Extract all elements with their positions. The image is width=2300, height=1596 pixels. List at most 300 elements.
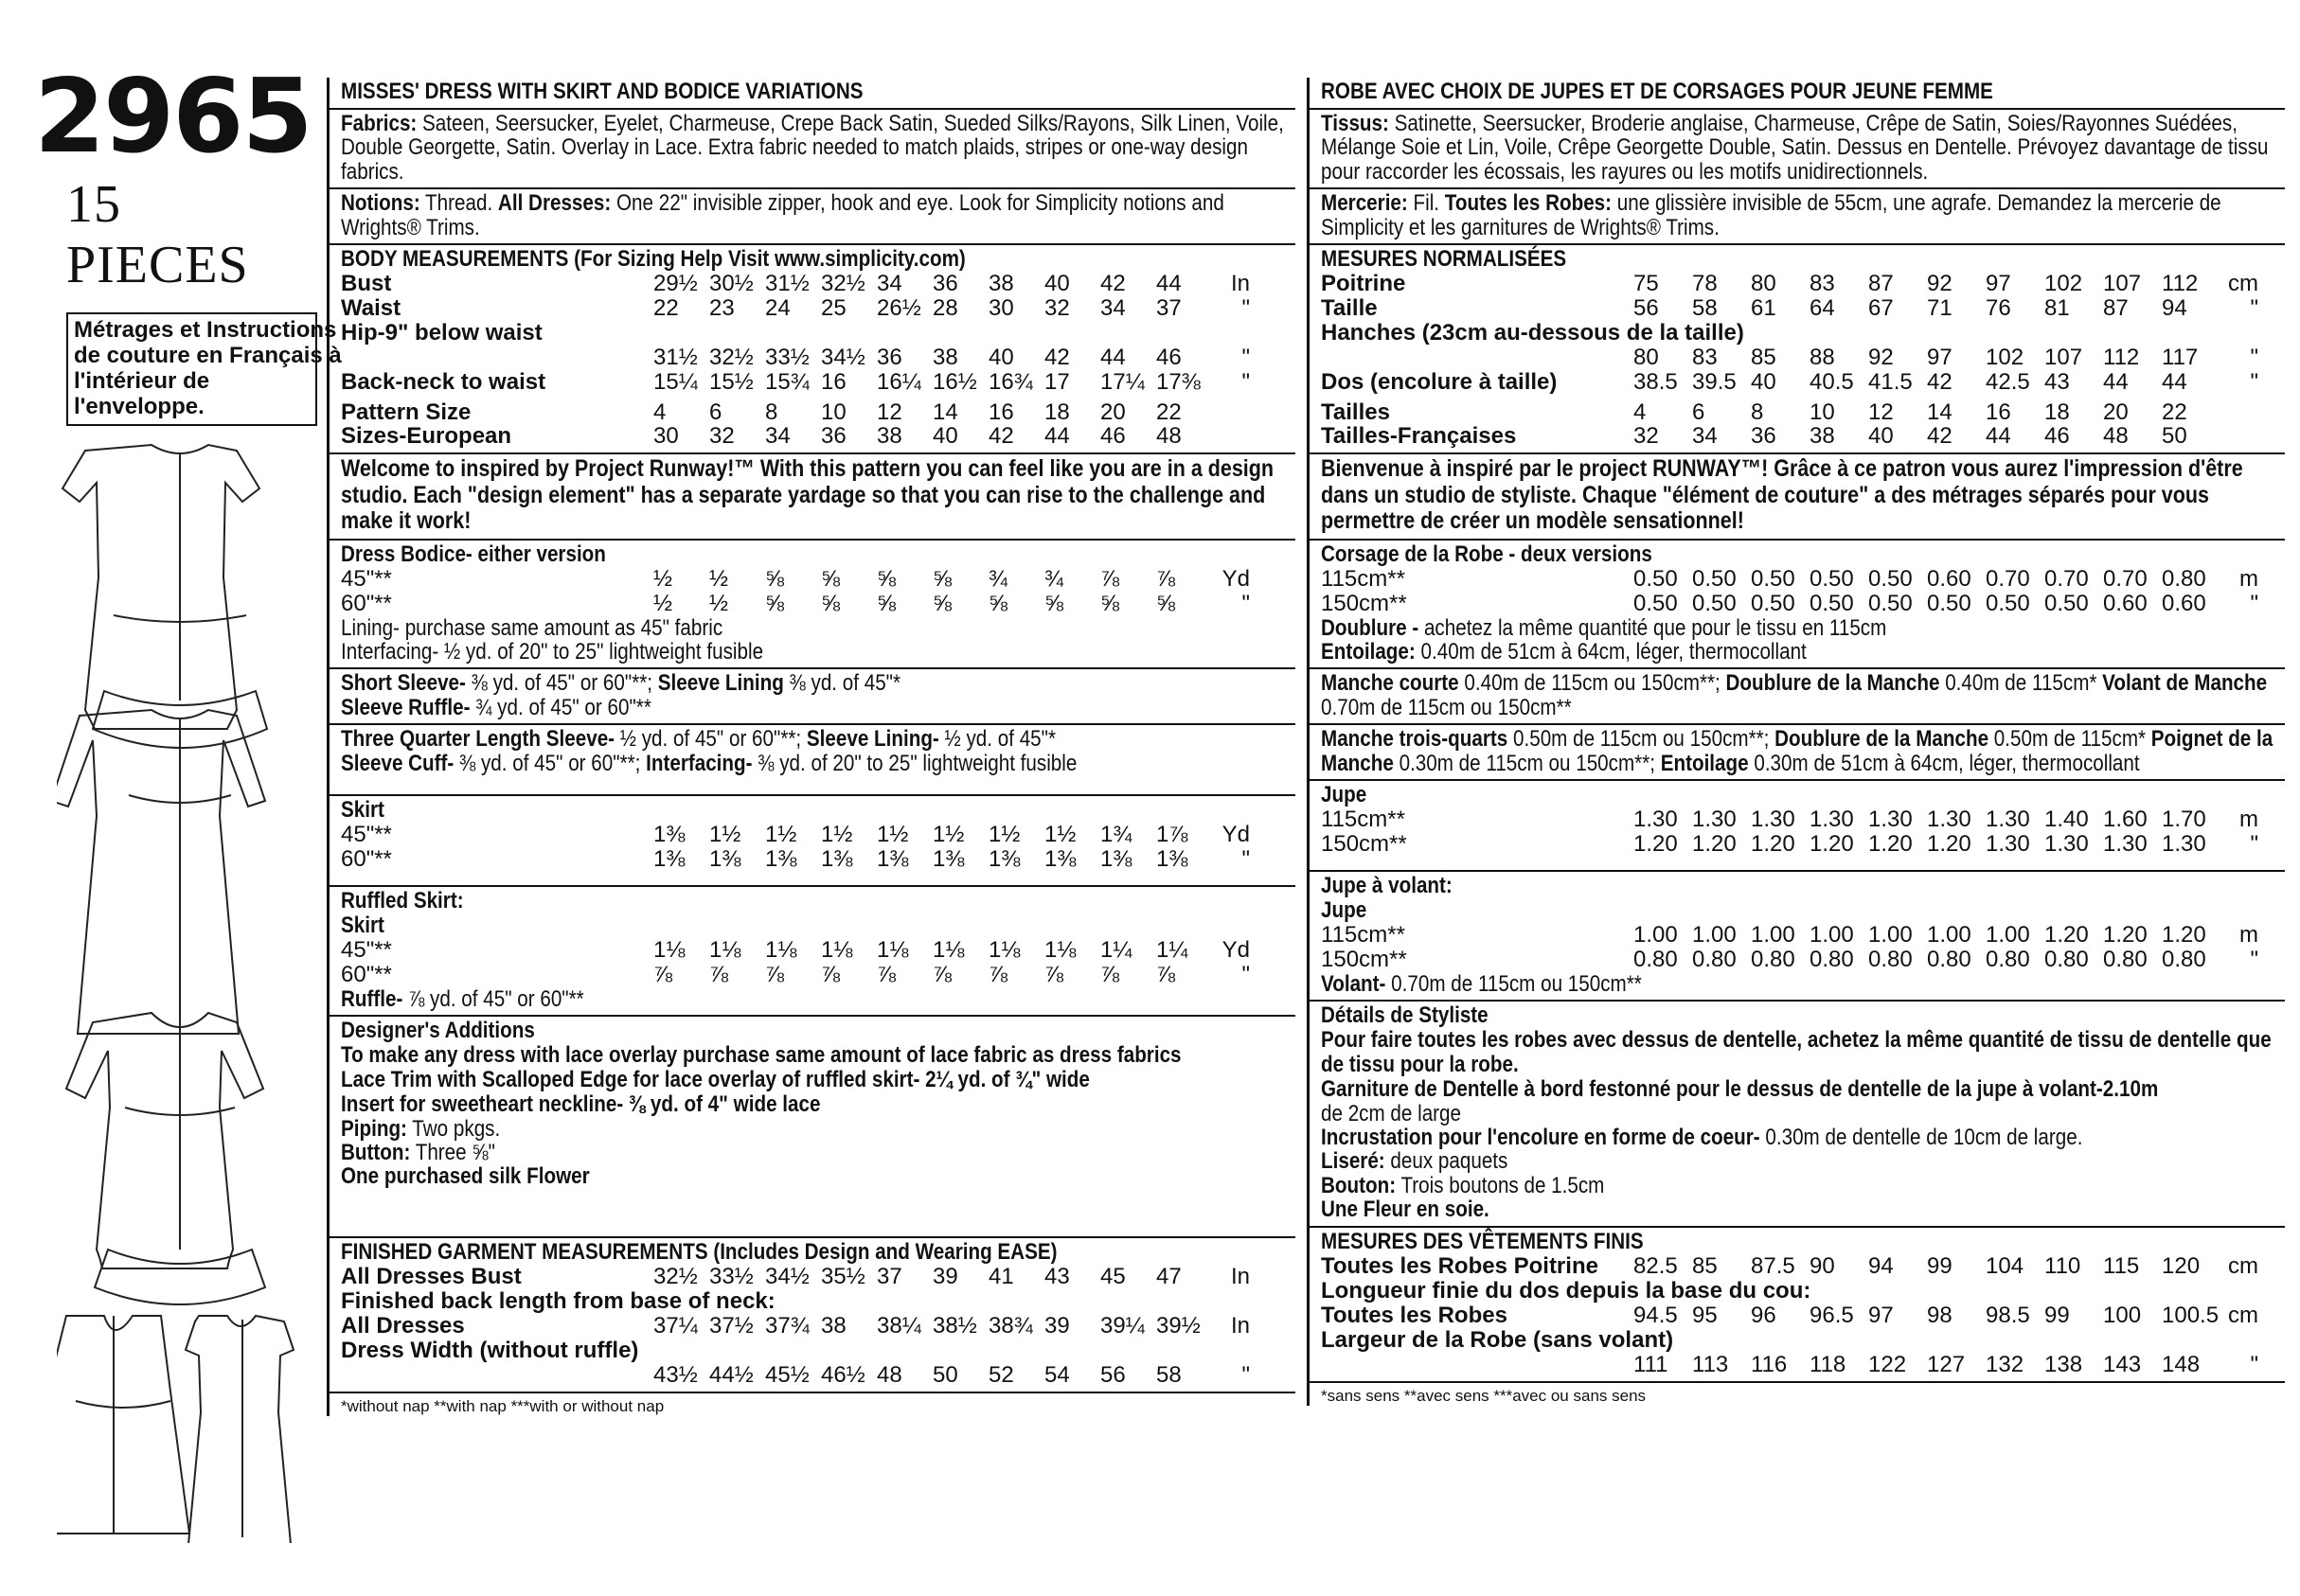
en-designer-line: To make any dress with lace overlay purchase same amount of lace fabric as dress fabrics xyxy=(341,1041,1182,1068)
fr-jupe-table xyxy=(1321,807,2285,857)
fr-finished-table xyxy=(1321,1254,2285,1377)
en-ruffled-sub: Skirt xyxy=(341,912,384,938)
unit-cell xyxy=(2220,424,2258,449)
table-cell xyxy=(1986,321,2044,346)
table-cell: 1⅜ xyxy=(1156,846,1188,872)
table-cell: 1.20 xyxy=(1927,831,1971,857)
table-cell: 48 xyxy=(2103,423,2129,450)
table-cell: ⅞ xyxy=(821,961,841,987)
table-cell: 0.80 xyxy=(1986,946,2030,972)
table-cell: 12 xyxy=(877,399,902,425)
unit-cell xyxy=(1212,321,1250,346)
table-cell: 43 xyxy=(2044,368,2070,395)
table-cell: 85 xyxy=(1751,344,1776,370)
table-cell: 102 xyxy=(2044,271,2083,296)
en-ruffle-label: Ruffle- xyxy=(341,985,403,1012)
table-cell: 58 xyxy=(1156,1361,1182,1388)
table-cell xyxy=(1633,1328,1692,1353)
table-cell xyxy=(1044,1289,1100,1314)
table-cell: 46 xyxy=(2044,423,2070,450)
table-cell: 97 xyxy=(1986,271,2011,296)
table-cell: 1⅜ xyxy=(653,846,686,872)
table-cell: 32½ xyxy=(709,344,754,370)
table-cell: 38¾ xyxy=(989,1313,1033,1339)
table-cell: 34½ xyxy=(765,1264,810,1290)
table-cell: 95 xyxy=(1692,1302,1718,1328)
unit-cell: " xyxy=(2250,590,2258,616)
french-note-line: l'intérieur de xyxy=(74,367,210,394)
table-cell: 54 xyxy=(1044,1361,1070,1388)
table-cell: 0.50 xyxy=(1633,565,1678,592)
table-cell: 1.30 xyxy=(1810,807,1854,833)
table-cell xyxy=(1810,1279,1868,1303)
table-cell: 34 xyxy=(877,271,902,296)
table-cell: 1.30 xyxy=(2103,831,2148,857)
french-note-line: de couture en Français à xyxy=(74,342,342,368)
en-notions-thread: Thread. xyxy=(425,190,493,217)
table-cell: 0.60 xyxy=(2162,590,2206,616)
table-cell: 56 xyxy=(1633,294,1659,321)
table-cell xyxy=(1633,1279,1692,1303)
row-label: 150cm** xyxy=(1321,831,1407,857)
table-cell: 1.00 xyxy=(1633,921,1678,948)
table-cell xyxy=(1156,1289,1212,1314)
left-column xyxy=(28,58,342,426)
table-cell: 1½ xyxy=(821,822,853,848)
en-size-table xyxy=(341,400,1295,450)
unit-cell xyxy=(1212,424,1250,449)
table-cell xyxy=(1156,1339,1212,1363)
table-cell xyxy=(1927,321,1986,346)
table-cell xyxy=(989,1339,1044,1363)
row-label: Hanches (23cm au-dessous de la taille) xyxy=(1321,319,1744,346)
table-cell xyxy=(2044,1279,2103,1303)
fr-mercerie-all: Toutes les Robes: xyxy=(1444,190,1613,217)
unit-cell: Yd xyxy=(1221,822,1250,848)
fr-body-table xyxy=(1321,272,2285,395)
table-cell: 36 xyxy=(877,344,902,370)
dress-sketch-short-sleeve-ruffle xyxy=(62,445,267,748)
fr-tissus-text: Satinette, Seersucker, Broderie anglaise, Charmeuse, Crêpe de Satin, Soies/Rayonnes Suédées, Mélange Soie et Lin, Voile, Crêpe Georgette Double, Satin. Dessus en Dentelle. Prévoyez davantage de tissu pour raccorder les écossais, les rayures ou les motifs unidirectionnels. xyxy=(1321,110,2269,185)
en-designer-line: Insert for sweetheart neckline- ⅜ yd. of 4" wide lace xyxy=(341,1091,821,1117)
table-cell: 42 xyxy=(1100,271,1126,296)
table-cell xyxy=(1044,321,1100,346)
table-cell: ½ xyxy=(653,565,673,592)
unit-cell: In xyxy=(1230,1264,1250,1290)
table-cell: 82.5 xyxy=(1633,1253,1678,1280)
table-cell: 75 xyxy=(1633,271,1659,296)
table-cell: 110 xyxy=(2044,1253,2081,1280)
table-cell: 1.20 xyxy=(2103,921,2148,948)
en-fabrics-text: Sateen, Seersucker, Eyelet, Charmeuse, Crepe Back Satin, Sueded Silks/Rayons, Silk Linen, Voile, Double Georgette, Satin. Overlay in Lace. Extra fabric needed to match plaids, stripes or one-way design fabrics. xyxy=(341,110,1284,185)
row-label: Back-neck to waist xyxy=(341,368,546,395)
table-cell: 1.30 xyxy=(1751,807,1795,833)
unit-cell: " xyxy=(2250,294,2258,321)
table-cell: 32½ xyxy=(821,271,865,296)
table-cell: 1¼ xyxy=(1100,936,1132,963)
table-cell xyxy=(821,1339,877,1363)
table-cell: 41 xyxy=(989,1264,1014,1290)
table-cell: 1⅜ xyxy=(653,822,686,848)
table-cell: 40 xyxy=(1868,423,1894,450)
fr-details-line3: de 2cm de large xyxy=(1321,1100,1462,1126)
table-cell xyxy=(1810,321,1868,346)
table-cell xyxy=(1100,1289,1156,1314)
en-skirt-header: Skirt xyxy=(341,797,384,824)
fr-manche-courte-amount: 0.40m de 115cm ou 150cm**; xyxy=(1464,670,1721,697)
table-cell: 1.20 xyxy=(1751,831,1795,857)
table-cell: ¾ xyxy=(1044,565,1064,592)
table-cell: 22 xyxy=(2162,399,2187,425)
en-ruffle-amount: ⅞ yd. of 45" or 60"** xyxy=(408,985,584,1012)
en-finished-section xyxy=(330,1238,1295,1392)
unit-cell: " xyxy=(1241,344,1250,370)
table-cell: 0.80 xyxy=(2103,946,2148,972)
unit-cell: " xyxy=(1241,961,1250,987)
french-note-box xyxy=(66,312,342,426)
unit-cell: " xyxy=(1241,1361,1250,1388)
table-cell: 44 xyxy=(2162,368,2187,395)
table-cell: 97 xyxy=(1927,344,1952,370)
row-label: Tailles xyxy=(1321,399,1390,425)
table-cell: 42 xyxy=(1927,423,1952,450)
table-cell: 116 xyxy=(1751,1351,1788,1377)
table-cell: 39 xyxy=(1044,1313,1070,1339)
row-label: 45"** xyxy=(341,936,392,963)
table-cell: ⅞ xyxy=(933,961,953,987)
table-cell: 80 xyxy=(1633,344,1659,370)
table-cell: 1.30 xyxy=(1986,831,2030,857)
table-cell: ⅝ xyxy=(933,565,953,592)
table-cell: 17 xyxy=(1044,368,1070,395)
fr-tq-amount: 0.50m de 115cm ou 150cm**; xyxy=(1513,726,1770,753)
fr-lisere-amount: deux paquets xyxy=(1390,1148,1508,1175)
table-cell: 4 xyxy=(1633,399,1647,425)
row-label: 150cm** xyxy=(1321,590,1407,616)
table-cell: 12 xyxy=(1868,399,1894,425)
table-cell: 28 xyxy=(933,294,958,321)
en-designer-header: Designer's Additions xyxy=(341,1017,535,1043)
table-cell: ⅝ xyxy=(821,590,841,616)
fr-details-header: Détails de Styliste xyxy=(1321,1002,1489,1028)
table-cell: 38 xyxy=(1810,423,1835,450)
table-cell: 138 xyxy=(2044,1351,2083,1377)
table-cell xyxy=(1692,321,1751,346)
table-cell: 1.20 xyxy=(1868,831,1913,857)
table-cell: 1.00 xyxy=(1751,921,1795,948)
row-label: Largeur de la Robe (sans volant) xyxy=(1321,1326,1674,1353)
table-cell: 4 xyxy=(653,399,667,425)
table-cell xyxy=(877,1339,933,1363)
table-cell: 30½ xyxy=(709,271,754,296)
table-cell: 1.30 xyxy=(1868,807,1913,833)
table-cell: ⅝ xyxy=(1156,590,1176,616)
table-cell xyxy=(2103,1328,2162,1353)
table-cell: 42 xyxy=(1927,368,1952,395)
en-skirt-table xyxy=(341,823,1295,872)
table-cell: 1.30 xyxy=(1927,807,1971,833)
table-cell: ⅞ xyxy=(709,961,729,987)
table-cell: 0.50 xyxy=(1810,565,1854,592)
table-cell: 50 xyxy=(2162,423,2187,450)
en-tq-sleeve-label: Three Quarter Length Sleeve- xyxy=(341,726,615,753)
table-cell: ⅝ xyxy=(933,590,953,616)
table-cell: 34½ xyxy=(821,344,865,370)
table-cell xyxy=(653,1339,709,1363)
row-label xyxy=(341,346,653,370)
en-tq-lining-amount: ½ yd. of 45"* xyxy=(944,726,1057,753)
table-cell: ⅞ xyxy=(1156,961,1176,987)
row-label: 60"** xyxy=(341,846,392,872)
table-cell: 32½ xyxy=(653,1264,698,1290)
fr-body-header: MESURES NORMALISÉES xyxy=(1321,246,1567,273)
fr-tissus-label: Tissus: xyxy=(1321,110,1389,136)
unit-cell: " xyxy=(2250,344,2258,370)
en-tq-lining-label: Sleeve Lining- xyxy=(806,726,939,753)
table-cell: 1⅜ xyxy=(821,846,853,872)
unit-cell: m xyxy=(2239,565,2258,592)
table-cell: ⅞ xyxy=(1100,565,1120,592)
table-cell: 36 xyxy=(821,423,847,450)
row-label: Toutes les Robes Poitrine xyxy=(1321,1253,1598,1280)
unit-cell: cm xyxy=(2228,1253,2258,1280)
table-cell xyxy=(1810,1328,1868,1353)
table-cell: 44 xyxy=(1986,423,2011,450)
en-ruffled-header: Ruffled Skirt: xyxy=(341,887,464,913)
table-cell: 1.20 xyxy=(2044,921,2089,948)
table-cell xyxy=(709,321,765,346)
table-cell: 40.5 xyxy=(1810,368,1854,395)
en-flower: One purchased silk Flower xyxy=(341,1163,590,1190)
table-cell: 39 xyxy=(933,1264,958,1290)
table-cell: 1⅛ xyxy=(989,936,1021,963)
table-cell: 115 xyxy=(2103,1253,2140,1280)
table-cell: 37¾ xyxy=(765,1313,810,1339)
table-cell: 16 xyxy=(821,368,847,395)
table-cell: 96 xyxy=(1751,1302,1776,1328)
table-cell: 52 xyxy=(989,1361,1014,1388)
unit-cell: " xyxy=(2250,1351,2258,1377)
table-cell: 0.80 xyxy=(1692,946,1737,972)
table-cell xyxy=(877,321,933,346)
table-cell: 20 xyxy=(1100,399,1126,425)
table-cell: 1.40 xyxy=(2044,807,2089,833)
table-cell: 98 xyxy=(1927,1302,1952,1328)
table-cell: 16¾ xyxy=(989,368,1033,395)
table-cell: 94.5 xyxy=(1633,1302,1678,1328)
table-cell: 38½ xyxy=(933,1313,977,1339)
table-cell: 34 xyxy=(1692,423,1718,450)
fr-welcome-text: Bienvenue à inspiré par le project RUNWAY™! Grâce à ce patron vous aurez l'impression d'être dans un studio de styliste. Chaque "élément de couture" a des métrages séparés pour vous permettre de créer un modèle sensationnel! xyxy=(1321,455,2243,535)
table-cell xyxy=(2044,321,2103,346)
table-cell xyxy=(1751,1328,1810,1353)
table-cell: ⅞ xyxy=(653,961,673,987)
table-cell: 48 xyxy=(1156,423,1182,450)
table-cell: 38 xyxy=(989,271,1014,296)
table-cell: 31½ xyxy=(765,271,810,296)
table-cell xyxy=(709,1339,765,1363)
table-cell: 0.80 xyxy=(1868,946,1913,972)
table-cell: 0.50 xyxy=(1927,590,1971,616)
table-cell: 0.80 xyxy=(1751,946,1795,972)
table-cell: 85 xyxy=(1692,1253,1718,1280)
fr-finished-section xyxy=(1310,1228,2285,1382)
table-cell: 1⅛ xyxy=(1044,936,1077,963)
table-cell: 1⅜ xyxy=(933,846,965,872)
fr-welcome-section xyxy=(1310,454,2285,541)
table-cell xyxy=(1751,321,1810,346)
unit-cell: Yd xyxy=(1221,936,1250,963)
row-label: 115cm** xyxy=(1321,921,1405,948)
table-cell: 36 xyxy=(1751,423,1776,450)
en-welcome-text: Welcome to inspired by Project Runway!™ With this pattern you can feel like you are in a design studio. Each "design element" has a separate yardage so that you can rise to the challenge and make it work! xyxy=(341,455,1275,535)
table-cell: 10 xyxy=(1810,399,1835,425)
fr-size-table xyxy=(1321,400,2285,450)
table-cell: ¾ xyxy=(989,565,1008,592)
table-cell: 104 xyxy=(1986,1253,2024,1280)
table-cell: 0.50 xyxy=(2044,590,2089,616)
table-cell: 38 xyxy=(877,423,902,450)
table-cell: 78 xyxy=(1692,271,1718,296)
row-label: 150cm** xyxy=(1321,946,1407,972)
table-cell: 24 xyxy=(765,294,791,321)
fr-details-section xyxy=(1310,1002,2285,1228)
table-cell: 56 xyxy=(1100,1361,1126,1388)
table-cell: 20 xyxy=(2103,399,2129,425)
table-cell xyxy=(653,321,709,346)
en-body-header: BODY MEASUREMENTS (For Sizing Help Visit www.simplicity.com) xyxy=(341,246,966,273)
table-cell: 16 xyxy=(1986,399,2011,425)
table-cell: 44 xyxy=(2103,368,2129,395)
table-cell: 39.5 xyxy=(1692,368,1737,395)
table-cell: 1.30 xyxy=(1692,807,1737,833)
table-cell: 40 xyxy=(933,423,958,450)
fr-tq-doublure-amount: 0.50m de 115cm* xyxy=(1993,726,2147,753)
table-cell xyxy=(1044,1339,1100,1363)
unit-cell: " xyxy=(2250,831,2258,857)
fr-manche-courte-section xyxy=(1310,669,2285,725)
fr-mercerie-text: une glissière invisible de 55cm, une agrafe. Demandez la mercerie de Simplicity et les garnitures de Wrights® Trims. xyxy=(1321,190,2221,240)
unit-cell: cm xyxy=(2228,271,2258,296)
table-cell: ⅞ xyxy=(1100,961,1120,987)
table-cell: 96.5 xyxy=(1810,1302,1854,1328)
table-cell: 0.60 xyxy=(1927,565,1971,592)
table-cell: 0.80 xyxy=(2044,946,2089,972)
table-cell: 99 xyxy=(1927,1253,1952,1280)
fr-volant-amount: 0.70m de 115cm ou 150cm** xyxy=(1391,970,1642,997)
table-cell: 23 xyxy=(709,294,735,321)
table-cell: 1⅜ xyxy=(1044,846,1077,872)
en-notions-label: Notions: xyxy=(341,190,420,217)
en-button-amount: Three ⅝" xyxy=(415,1140,495,1166)
table-cell: 46½ xyxy=(821,1361,865,1388)
table-cell xyxy=(989,321,1044,346)
table-cell: 50 xyxy=(933,1361,958,1388)
fr-mercerie-section xyxy=(1310,189,2285,245)
row-label: All Dresses Bust xyxy=(341,1264,522,1290)
unit-cell: " xyxy=(2250,368,2258,395)
table-cell: 39¼ xyxy=(1100,1313,1145,1339)
fr-bodice-header: Corsage de la Robe - deux versions xyxy=(1321,541,1652,567)
fr-details-line: Pour faire toutes les robes avec dessus de dentelle, achetez la même quantité de tissu de dentelle que de tissu pour la robe. xyxy=(1321,1026,2272,1077)
table-cell: 35½ xyxy=(821,1264,865,1290)
table-cell: ⅝ xyxy=(765,590,785,616)
table-cell: ½ xyxy=(709,565,729,592)
en-button-label: Button: xyxy=(341,1140,411,1166)
en-cuff-amount: ⅜ yd. of 45" or 60"**; xyxy=(459,750,641,776)
table-cell: 112 xyxy=(2162,271,2199,296)
fr-finished-header: MESURES DES VÊTEMENTS FINIS xyxy=(1321,1229,1644,1255)
table-cell: 87 xyxy=(2103,294,2129,321)
table-cell: 1⅛ xyxy=(709,936,741,963)
table-cell: 1⅞ xyxy=(1156,822,1188,848)
table-cell: 42.5 xyxy=(1986,368,2030,395)
table-cell xyxy=(2103,321,2162,346)
fr-bodice-section xyxy=(1310,541,2285,670)
table-cell: ⅞ xyxy=(989,961,1008,987)
english-column xyxy=(327,78,1295,1416)
french-column xyxy=(1307,78,2285,1406)
row-label xyxy=(1321,346,1633,370)
row-label: 45"** xyxy=(341,822,392,848)
table-cell: 99 xyxy=(2044,1302,2070,1328)
en-short-sleeve-section xyxy=(330,669,1295,725)
en-body-measurements xyxy=(330,245,1295,454)
dress-sketches xyxy=(57,426,312,1543)
table-cell: 100.5 xyxy=(2162,1302,2220,1328)
table-cell: 44 xyxy=(1044,423,1070,450)
table-cell: 42 xyxy=(1044,344,1070,370)
table-cell: 0.80 xyxy=(1810,946,1854,972)
table-cell: ⅝ xyxy=(765,565,785,592)
table-cell: 30 xyxy=(653,423,679,450)
en-short-sleeve-label: Short Sleeve- xyxy=(341,670,466,697)
table-cell: 39½ xyxy=(1156,1313,1201,1339)
table-cell xyxy=(1927,1279,1986,1303)
table-cell: 0.70 xyxy=(2103,565,2148,592)
table-cell: 148 xyxy=(2162,1351,2201,1377)
pattern-number: 2965 xyxy=(34,58,312,176)
table-cell: 37½ xyxy=(709,1313,754,1339)
table-cell xyxy=(933,1339,989,1363)
row-label: Waist xyxy=(341,294,401,321)
table-cell: 15¼ xyxy=(653,368,698,395)
table-cell: 32 xyxy=(1044,294,1070,321)
row-label: Poitrine xyxy=(1321,271,1406,296)
table-cell: 43 xyxy=(1044,1264,1070,1290)
table-cell: 1.20 xyxy=(1810,831,1854,857)
table-cell: 132 xyxy=(1986,1351,2024,1377)
table-cell xyxy=(2103,1279,2162,1303)
table-cell: 0.50 xyxy=(1986,590,2030,616)
table-cell: 38.5 xyxy=(1633,368,1678,395)
table-cell: 71 xyxy=(1927,294,1952,321)
table-cell: 0.80 xyxy=(2162,946,2206,972)
table-cell: 38 xyxy=(821,1313,847,1339)
table-cell: 1.30 xyxy=(1633,807,1678,833)
table-cell: 1.30 xyxy=(2044,831,2089,857)
table-cell: ⅞ xyxy=(1156,565,1176,592)
fr-volant-label: Volant- xyxy=(1321,970,1386,997)
en-bodice-table xyxy=(341,567,1295,616)
unit-cell: Yd xyxy=(1221,565,1250,592)
fr-mercerie-fil: Fil. xyxy=(1413,190,1440,217)
row-label: 115cm** xyxy=(1321,565,1405,592)
table-cell xyxy=(1692,1279,1751,1303)
table-cell: 18 xyxy=(1044,399,1070,425)
fr-volant-header: Jupe à volant: xyxy=(1321,872,1453,898)
unit-cell: m xyxy=(2239,921,2258,948)
